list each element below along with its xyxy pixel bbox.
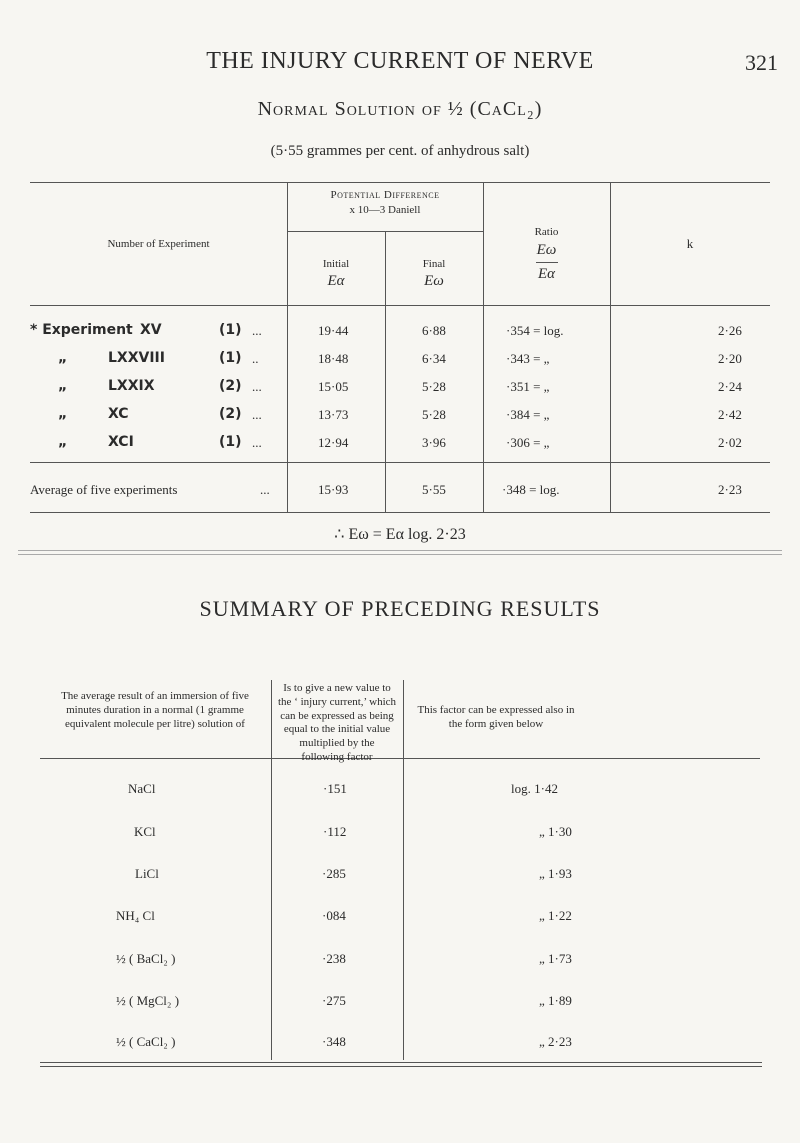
row-experiment: LXXVIII [108, 350, 165, 366]
row-initial: 12·94 [318, 435, 349, 450]
summary-salt: KCl [134, 824, 156, 839]
row-ratio: ·343 = „ [506, 351, 550, 366]
summary-header-rule [40, 758, 760, 759]
row-dots: ... [252, 323, 262, 338]
row-number: (1) [219, 322, 242, 338]
average-k: 2·23 [718, 482, 742, 497]
summary-factor: ·112 [323, 824, 347, 839]
row-k: 2·42 [718, 407, 742, 422]
summary-factor: ·151 [323, 781, 347, 796]
row-ratio: ·306 = „ [506, 435, 550, 450]
row-final: 6·88 [422, 323, 446, 338]
row-final: 5·28 [422, 379, 446, 394]
summary-salt: ½ ( BaCl₂ ) [116, 951, 176, 966]
table1-subtitle: (5·55 grammes per cent. of anhydrous salt) [270, 143, 530, 159]
summary-salt: LiCl [135, 866, 159, 881]
header-potential: Potential Difference [330, 189, 440, 201]
summary-salt: ½ ( CaCl₂ ) [116, 1034, 176, 1049]
row-dots: ... [252, 435, 262, 450]
summary-log: „ 1·30 [539, 824, 572, 839]
summary-salt: NH₄ Cl [116, 908, 155, 923]
summary-header-col2: Is to give a new value to the ‘ injury current,’ which can be expressed as being equal to the initial value multiplied by the following factor [278, 682, 397, 763]
row-k: 2·02 [718, 435, 742, 450]
row-dots: ... [252, 407, 262, 422]
running-head [0, 48, 800, 82]
summary-log: „ 1·73 [539, 951, 572, 966]
table1-bottom-rule [30, 512, 770, 513]
page-number: 321 [745, 50, 778, 75]
row-experiment: XCI [108, 434, 134, 450]
section-divider-2 [18, 554, 782, 555]
header-potential-unit: x 10—3 Daniell [349, 204, 421, 216]
summary-factor: ·238 [322, 951, 346, 966]
average-dots: ... [260, 482, 270, 497]
row-ratio: ·354 = log. [506, 323, 564, 338]
header-final-symbol: Eω [424, 273, 444, 289]
summary-factor: ·275 [322, 993, 346, 1008]
section-divider-1 [18, 550, 782, 551]
header-final: Final [422, 258, 446, 270]
row-initial: 18·48 [318, 351, 349, 366]
table1-body-rule [30, 462, 770, 463]
summary-vrule-2 [403, 680, 404, 1060]
header-number: Number of Experiment [107, 238, 210, 250]
average-ratio: ·348 = log. [502, 482, 560, 497]
average-initial: 15·93 [318, 482, 349, 497]
summary-bottom-rule-2 [40, 1066, 762, 1067]
row-final: 6·34 [422, 351, 446, 366]
summary-header-col1: The average result of an immersion of five minutes duration in a normal (1 gramme equivalent molecule per litre) solution of [61, 690, 249, 730]
summary-log: „ 2·23 [539, 1034, 572, 1049]
summary-log: „ 1·22 [539, 908, 572, 923]
average-label: Average of five experiments [30, 482, 178, 497]
summary-title: SUMMARY OF PRECEDING RESULTS [199, 596, 601, 621]
row-ratio: ·384 = „ [506, 407, 550, 422]
header-ratio: Ratio [534, 226, 559, 238]
row-k: 2·20 [718, 351, 742, 366]
row-number: (1) [219, 434, 242, 450]
header-ratio-numerator: Eω [536, 242, 557, 258]
row-prefix: * Experiment [30, 322, 133, 338]
row-experiment: XC [108, 406, 129, 422]
summary-factor: ·285 [322, 866, 346, 881]
row-number: (2) [219, 378, 242, 394]
summary-vrule-1 [271, 680, 272, 1060]
row-prefix: „ [58, 434, 68, 450]
row-k: 2·26 [718, 323, 742, 338]
row-number: (1) [219, 350, 242, 366]
summary-salt: NaCl [128, 781, 156, 796]
row-ratio: ·351 = „ [506, 379, 550, 394]
summary-log: „ 1·89 [539, 993, 572, 1008]
header-initial: Initial [322, 258, 350, 270]
row-k: 2·24 [718, 379, 742, 394]
table1-vrule-4 [610, 182, 611, 512]
summary-log: log. 1·42 [511, 781, 558, 796]
table1-header-rule [30, 305, 770, 306]
row-final: 5·28 [422, 407, 446, 422]
table1-title: Normal Solution of ½ (CaCl₂) [257, 98, 543, 120]
header-k: k [686, 236, 694, 251]
row-initial: 13·73 [318, 407, 349, 422]
running-title: THE INJURY CURRENT OF NERVE [206, 48, 594, 74]
row-prefix: „ [58, 350, 68, 366]
summary-bottom-rule-1 [40, 1062, 762, 1063]
table1-top-rule [30, 182, 770, 183]
summary-factor: ·348 [322, 1034, 346, 1049]
row-initial: 15·05 [318, 379, 349, 394]
header-initial-symbol: Eα [327, 273, 345, 289]
row-experiment: LXXIX [108, 378, 155, 394]
row-dots: .. [252, 351, 259, 366]
conclusion-formula: ∴ Eω = Eα log. 2·23 [334, 526, 466, 543]
row-dots: ... [252, 379, 262, 394]
row-number: (2) [219, 406, 242, 422]
summary-log: „ 1·93 [539, 866, 572, 881]
row-experiment: XV [140, 322, 162, 338]
row-prefix: „ [58, 406, 68, 422]
row-initial: 19·44 [318, 323, 349, 338]
ratio-fraction-bar [536, 262, 558, 263]
row-prefix: „ [58, 378, 68, 394]
average-final: 5·55 [422, 482, 446, 497]
summary-factor: ·084 [322, 908, 346, 923]
table1-vrule-1 [287, 182, 288, 512]
header-ratio-denominator: Eα [537, 266, 556, 282]
summary-header-col3: This factor can be expressed also in the form given below [417, 704, 575, 730]
summary-salt: ½ ( MgCl₂ ) [116, 993, 180, 1008]
row-final: 3·96 [422, 435, 446, 450]
